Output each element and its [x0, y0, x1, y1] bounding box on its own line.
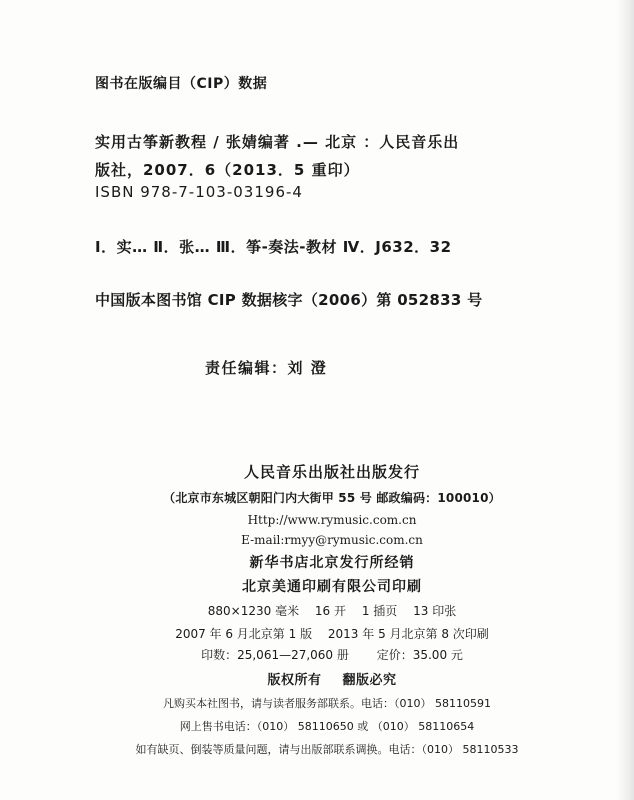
spec-sheets: 13 印张 — [413, 604, 457, 618]
spec-format: 16 开 — [314, 604, 347, 618]
anti-piracy: 翻版必究 — [342, 673, 397, 688]
publisher-address: （北京市东城区朝阳门内大街甲 55 号 邮政编码：100010） — [163, 491, 501, 505]
publisher-email: E-mail:rmyy@rymusic.com.cn — [241, 533, 423, 547]
spec-row — [0, 602, 634, 619]
price: 定价：35.00 元 — [376, 648, 463, 662]
spec-plates: 1 插页 — [361, 604, 398, 618]
cip-subjects: Ⅰ．实… Ⅱ．张… Ⅲ．筝-奏法-教材 Ⅳ．J632．32 — [95, 238, 452, 256]
edition-first: 2007 年 6 月北京第 1 版 — [175, 627, 313, 641]
print-count: 印数：25,061—27,060 册 — [201, 648, 349, 662]
printer: 北京美通印刷有限公司印刷 — [242, 579, 422, 595]
publisher-name: 人民音乐出版社出版发行 — [243, 463, 420, 481]
publisher-website: Http://www.rymusic.com.cn — [247, 513, 417, 527]
cip-title-line-1: 实用古筝新教程 / 张婧编著 .— 北京 ：人民音乐出 — [95, 133, 460, 151]
cip-heading: 图书在版编目（CIP）数据 — [95, 76, 268, 92]
distributor: 新华书店北京发行所经销 — [249, 555, 415, 571]
notice-purchase: 凡购买本社图书，请与读者服务部联系。电话：（010） 58110591 — [163, 697, 491, 710]
cip-isbn: ISBN 978-7-103-03196-4 — [95, 183, 303, 201]
cip-record-number: 中国版本图书馆 CIP 数据核字（2006）第 052833 号 — [95, 291, 483, 309]
spec-size: 880×1230 毫米 — [207, 604, 300, 618]
rights-reserved: 版权所有 — [267, 673, 322, 688]
cip-title-line-2: 版社，2007．6（2013．5 重印） — [95, 161, 360, 179]
rights-row — [0, 669, 634, 688]
responsible-editor: 责任编辑：刘 澄 — [205, 359, 328, 377]
print-row — [0, 646, 634, 663]
edition-row — [0, 625, 634, 642]
notice-defects: 如有缺页、倒装等质量问题，请与出版部联系调换。电话：（010） 58110533 — [135, 743, 519, 756]
edition-latest: 2013 年 5 月北京第 8 次印刷 — [327, 627, 489, 641]
notice-online-sales: 网上售书电话：（010） 58110650 或 （010） 58110654 — [179, 720, 475, 733]
